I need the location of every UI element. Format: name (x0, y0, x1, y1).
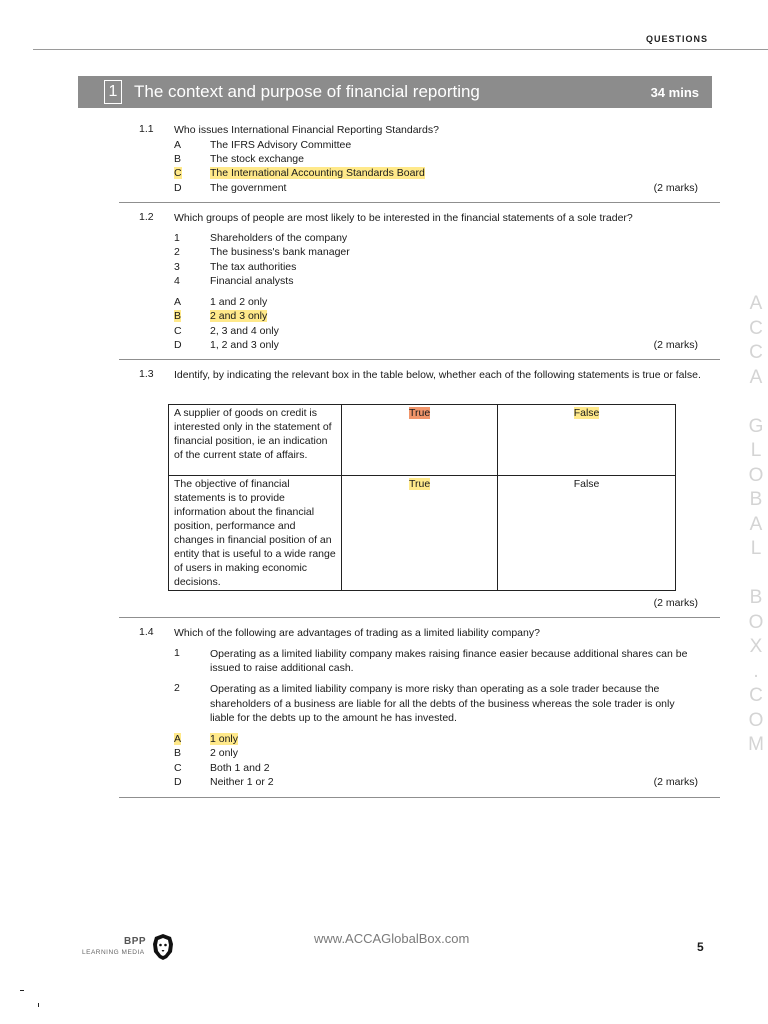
question-divider (119, 359, 720, 360)
option-text: 1, 2 and 3 only (210, 339, 279, 351)
false-cell[interactable] (498, 405, 676, 476)
marks-label: (2 marks) (653, 182, 698, 194)
question-text: Which groups of people are most likely to be interested in the financial statements of a sole trader? (174, 212, 633, 224)
table-row (169, 476, 676, 591)
question-text: Who issues International Financial Reporting Standards? (174, 124, 439, 136)
marks-label: (2 marks) (653, 776, 698, 788)
page-number: 5 (697, 940, 704, 954)
true-cell[interactable] (342, 405, 498, 476)
option-letter: C (174, 325, 182, 337)
option-letter: A (174, 296, 182, 308)
item-text: Operating as a limited liability company makes raising finance easier because additional shares can be issued to raise additional cash. (210, 648, 688, 674)
watermark-letter: B (749, 489, 763, 510)
true-cell[interactable] (342, 476, 498, 591)
question-divider (119, 617, 720, 618)
watermark-letter: C (749, 317, 763, 339)
watermark-letter: C (749, 342, 763, 363)
item-text: The business's bank manager (210, 246, 350, 258)
question-number: 1.4 (139, 626, 154, 638)
option-text: 2, 3 and 4 only (210, 325, 279, 337)
watermark-letter: O (748, 709, 764, 731)
option-letter: C (174, 762, 182, 774)
option-text: The government (210, 182, 287, 194)
vertical-watermark (745, 292, 767, 758)
footer-url[interactable]: www.ACCAGlobalBox.com (314, 931, 470, 946)
question-number: 1.3 (139, 368, 154, 380)
crop-mark (20, 990, 24, 991)
option-letter: A (174, 139, 182, 151)
watermark-letter: A (749, 366, 763, 388)
option-text: The IFRS Advisory Committee (210, 139, 352, 151)
option-text-selected: The International Accounting Standards Board (210, 167, 425, 179)
true-false-table (168, 404, 676, 591)
question-text: Identify, by indicating the relevant box in the table below, whether each of the following statements is true or false. (174, 369, 701, 381)
option-letter: D (174, 182, 182, 194)
option-letter: D (174, 339, 182, 351)
option-text-selected: 1 only (210, 733, 239, 745)
watermark-letter: O (748, 464, 764, 486)
question-text: Which of the following are advantages of trading as a limited liability company? (174, 627, 540, 639)
watermark-letter: A (749, 293, 763, 314)
option-letter: D (174, 776, 182, 788)
item-number: 1 (174, 232, 180, 244)
statement-cell: A supplier of goods on credit is interested only in the statement of financial position, ie an indication of the current state of affairs. (169, 405, 342, 476)
option-text: The stock exchange (210, 153, 304, 165)
marks-label: (2 marks) (653, 597, 698, 609)
chapter-time: 34 mins (650, 84, 699, 100)
chapter-title-bar (78, 76, 712, 108)
item-number: 2 (174, 682, 180, 694)
option-text: Both 1 and 2 (210, 762, 270, 774)
option-letter: A (174, 733, 182, 745)
item-number: 2 (174, 246, 180, 258)
chapter-title: The context and purpose of financial reporting (134, 82, 480, 101)
question-divider (119, 797, 720, 798)
crop-mark (38, 1003, 39, 1007)
watermark-letter: X (749, 636, 763, 657)
watermark-letter: O (748, 611, 764, 633)
logo-brand-text: BPP (124, 936, 147, 947)
watermark-letter: L (750, 538, 762, 559)
item-text: Shareholders of the company (210, 232, 348, 244)
true-label: True (408, 407, 431, 419)
logo-subtext: LEARNING MEDIA (82, 949, 145, 956)
statement-cell: The objective of financial statements is to provide information about the financial position, performance and changes in financial position of an entity that is useful to a wide range of users in making economic decisions. (169, 476, 342, 591)
false-label: False (573, 407, 600, 419)
watermark-letter: B (749, 587, 763, 608)
item-text: Financial analysts (210, 275, 294, 287)
watermark-letter: C (749, 685, 763, 706)
item-text: Operating as a limited liability company is more risky than operating as a sole trader because the shareholders of a business are liable for all the debts of the business whereas the sole trader is only liable for the debts up to the amount he has invested. (210, 683, 675, 724)
option-text: 1 and 2 only (210, 296, 268, 308)
header-divider (33, 49, 768, 50)
false-label: False (573, 478, 600, 490)
watermark-letter (745, 562, 767, 587)
table-row (169, 405, 676, 476)
question-number: 1.1 (139, 123, 154, 135)
marks-label: (2 marks) (653, 339, 698, 351)
option-letter: C (174, 167, 182, 179)
watermark-letter: L (750, 440, 762, 461)
option-letter: B (174, 310, 182, 322)
item-number: 1 (174, 647, 180, 659)
watermark-letter: G (748, 415, 764, 437)
item-text: The tax authorities (210, 261, 297, 273)
watermark-letter: M (748, 734, 764, 755)
option-text: Neither 1 or 2 (210, 776, 274, 788)
option-text-selected: 2 and 3 only (210, 310, 268, 322)
question-divider (119, 202, 720, 203)
false-cell[interactable] (498, 476, 676, 591)
option-letter: B (174, 747, 182, 759)
chapter-number: 1 (104, 80, 122, 104)
item-number: 4 (174, 275, 180, 287)
watermark-letter: A (749, 513, 763, 535)
true-label: True (408, 478, 431, 490)
lion-logo-icon (151, 933, 175, 964)
option-text: 2 only (210, 747, 239, 759)
option-letter: B (174, 153, 182, 165)
item-number: 3 (174, 261, 180, 273)
watermark-letter: . (753, 660, 759, 682)
section-label: QUESTIONS (645, 34, 708, 44)
question-number: 1.2 (139, 211, 154, 223)
watermark-letter (745, 390, 767, 415)
